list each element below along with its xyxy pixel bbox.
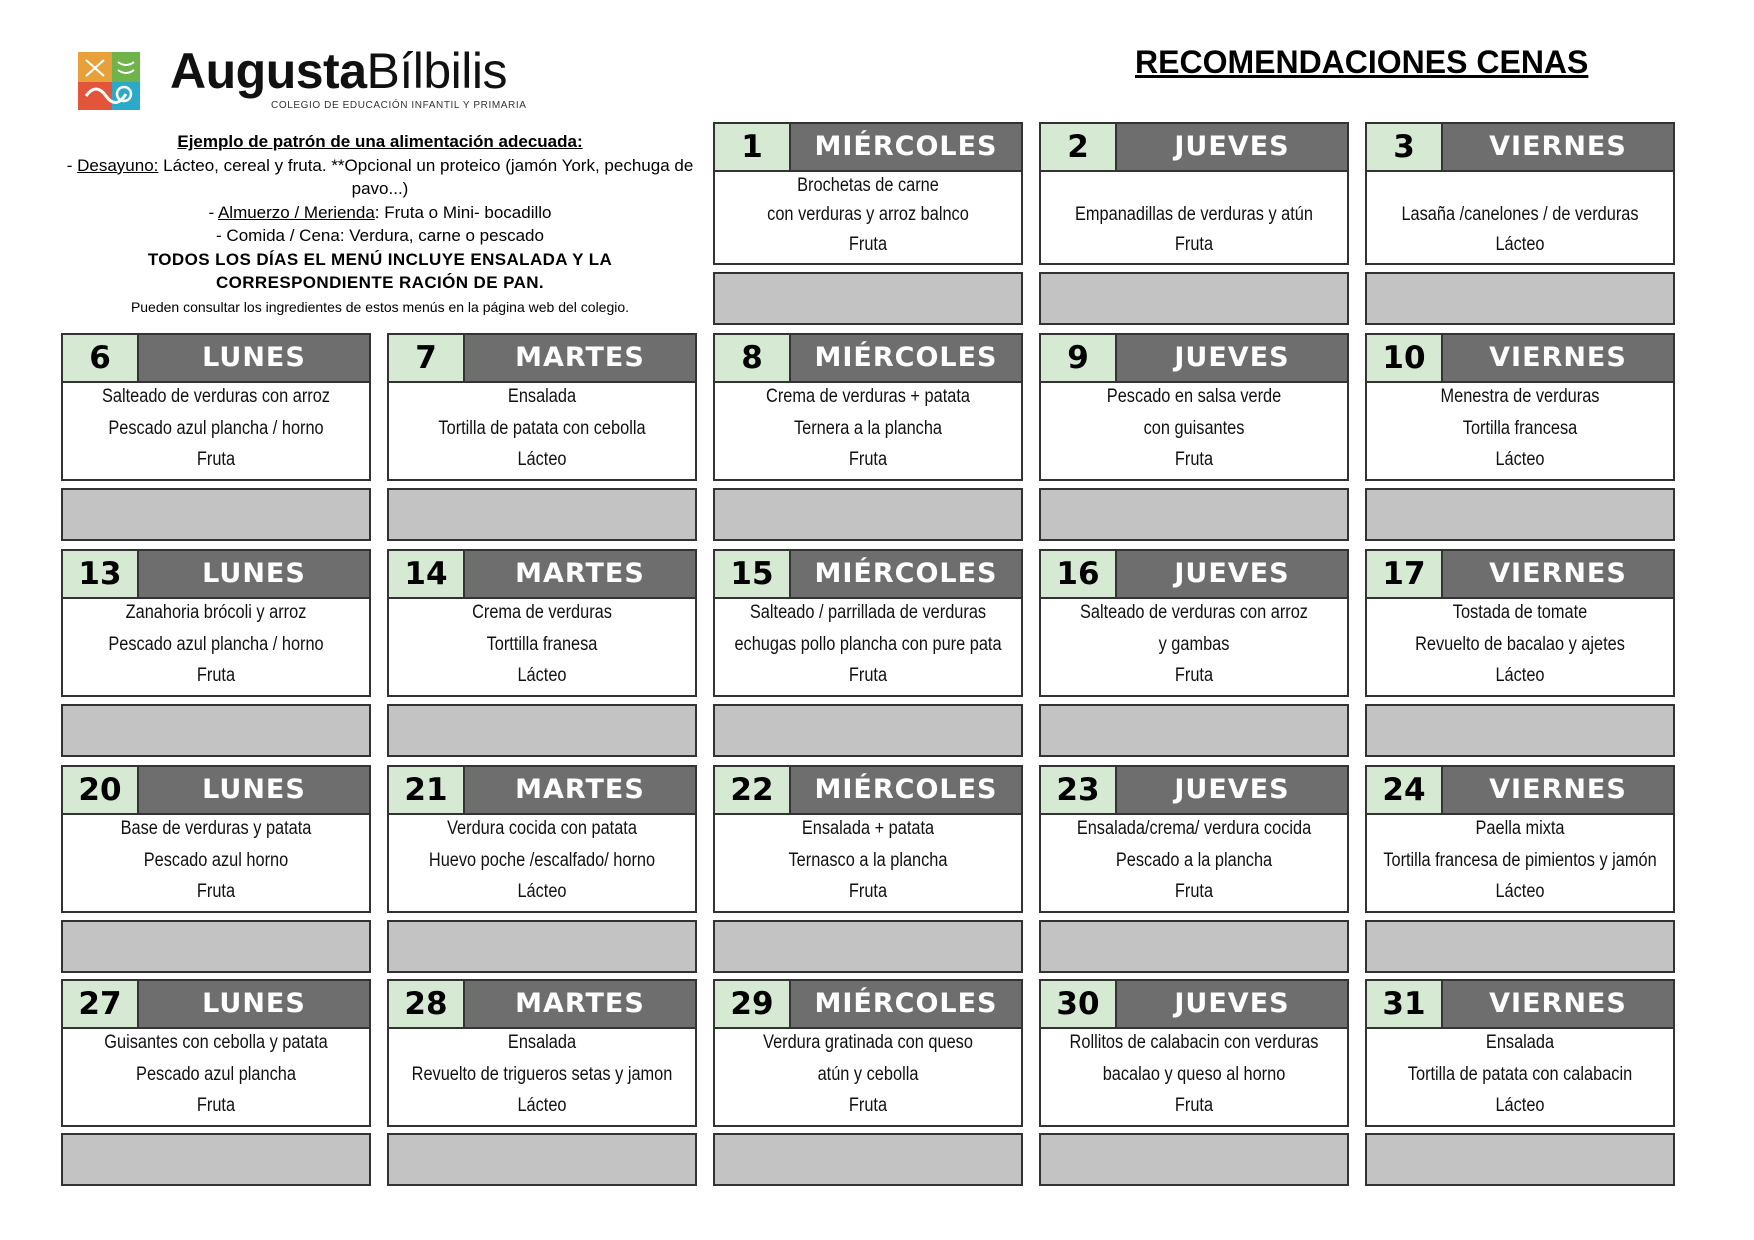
menu-line-3: Fruta (848, 1095, 888, 1116)
note-box (1365, 1133, 1675, 1186)
note-box (1039, 1133, 1349, 1186)
menu-line-2: y gambas (1158, 634, 1230, 655)
day-card-header (715, 981, 1021, 1029)
weekday-label: VIERNES (1443, 767, 1673, 813)
day-menu (389, 383, 695, 479)
day-card (1039, 979, 1349, 1127)
day-card-header (63, 981, 369, 1029)
day-number: 20 (63, 767, 139, 813)
weekday-label: LUNES (139, 767, 369, 813)
note-box (1039, 488, 1349, 541)
menu-line-2: Empanadillas de verduras y atún (1075, 204, 1313, 225)
guidance-dinner: - Comida / Cena: Verdura, carne o pescado (216, 226, 544, 245)
menu-line-1: Menestra de verduras (1440, 386, 1600, 407)
menu-line-3: Lácteo (517, 1095, 567, 1116)
day-card (1365, 549, 1675, 697)
day-card (1365, 979, 1675, 1127)
day-card (713, 765, 1023, 913)
day-number: 24 (1367, 767, 1443, 813)
day-menu (715, 599, 1021, 695)
brand-name-light: Bílbilis (366, 43, 507, 99)
day-card (1039, 333, 1349, 481)
day-number: 15 (715, 551, 791, 597)
day-menu (1367, 599, 1673, 695)
weekday-label: MIÉRCOLES (791, 767, 1021, 813)
diet-guidance (60, 130, 700, 319)
day-menu (1367, 1029, 1673, 1125)
bread-salad-note: TODOS LOS DÍAS EL MENÚ INCLUYE ENSALADA Y LA CORRESPONDIENTE RACIÓN DE PAN. (147, 249, 613, 292)
menu-line-1: Salteado de verduras con arroz (1079, 602, 1308, 623)
day-card-header (715, 124, 1021, 172)
day-menu (1041, 172, 1347, 263)
day-menu (1367, 815, 1673, 911)
day-card-header (389, 981, 695, 1029)
note-box (1365, 272, 1675, 325)
weekday-label: VIERNES (1443, 981, 1673, 1027)
menu-line-2: Pescado azul plancha (136, 1064, 296, 1085)
note-box (61, 920, 371, 973)
day-menu (1367, 383, 1673, 479)
day-card (1365, 765, 1675, 913)
menu-line-2: Ternera a la plancha (793, 418, 943, 439)
note-box (713, 272, 1023, 325)
menu-line-2: Torttilla franesa (486, 634, 598, 655)
weekday-label: LUNES (139, 335, 369, 381)
day-menu (1041, 599, 1347, 695)
day-card-header (389, 767, 695, 815)
menu-line-1: Crema de verduras + patata (766, 386, 970, 407)
day-number: 9 (1041, 335, 1117, 381)
day-card (1039, 122, 1349, 265)
menu-line-2: Pescado a la plancha (1115, 850, 1273, 871)
day-card (1039, 765, 1349, 913)
day-menu (389, 815, 695, 911)
day-card-header (1367, 335, 1673, 383)
day-card-header (63, 767, 369, 815)
day-card-header (63, 335, 369, 383)
day-number: 16 (1041, 551, 1117, 597)
menu-line-1: Ensalada + patata (801, 818, 935, 839)
day-menu (715, 1029, 1021, 1125)
day-card-header (1367, 124, 1673, 172)
weekday-label: JUEVES (1117, 551, 1347, 597)
note-box (1039, 704, 1349, 757)
day-card-header (1041, 981, 1347, 1029)
school-logo (78, 52, 140, 110)
menu-line-2: con verduras y arroz balnco (767, 204, 969, 225)
menu-line-2: Tortilla de patata con cebolla (438, 418, 646, 439)
menu-line-2: con guisantes (1143, 418, 1245, 439)
day-card (713, 549, 1023, 697)
menu-line-3: Fruta (1174, 1095, 1214, 1116)
note-box (61, 1133, 371, 1186)
menu-line-1: Paella mixta (1475, 818, 1565, 839)
day-card-header (1041, 767, 1347, 815)
day-number: 1 (715, 124, 791, 170)
note-box (1365, 920, 1675, 973)
menu-line-2: atún y cebolla (817, 1064, 919, 1085)
weekday-label: MIÉRCOLES (791, 124, 1021, 170)
breakfast-label: Desayuno: (77, 155, 159, 175)
day-menu (715, 383, 1021, 479)
menu-line-2: Revuelto de bacalao y ajetes (1415, 634, 1625, 655)
day-number: 23 (1041, 767, 1117, 813)
menu-line-3: Fruta (196, 1095, 236, 1116)
day-number: 27 (63, 981, 139, 1027)
day-card-header (1367, 551, 1673, 599)
day-menu (1041, 383, 1347, 479)
weekday-label: MARTES (465, 981, 695, 1027)
weekday-label: MARTES (465, 767, 695, 813)
menu-line-1: Base de verduras y patata (120, 818, 312, 839)
day-menu (715, 815, 1021, 911)
menu-line-3: Fruta (1174, 665, 1214, 686)
page-title: RECOMENDACIONES CENAS (1135, 44, 1589, 80)
menu-line-1: Ensalada/crema/ verdura cocida (1076, 818, 1312, 839)
day-number: 10 (1367, 335, 1443, 381)
note-box (1039, 272, 1349, 325)
weekday-label: VIERNES (1443, 335, 1673, 381)
day-card-header (63, 551, 369, 599)
menu-line-1: Ensalada (507, 1032, 577, 1053)
menu-line-3: Fruta (196, 665, 236, 686)
day-number: 3 (1367, 124, 1443, 170)
menu-line-2: Lasaña /canelones / de verduras (1401, 204, 1639, 225)
day-menu (63, 599, 369, 695)
menu-line-1: Tostada de tomate (1452, 602, 1588, 623)
menu-line-1: Ensalada (507, 386, 577, 407)
day-card (1365, 122, 1675, 265)
day-card (1365, 333, 1675, 481)
day-card-header (389, 551, 695, 599)
day-number: 31 (1367, 981, 1443, 1027)
brand-name-bold: Augusta (170, 43, 367, 99)
note-box (387, 920, 697, 973)
day-card (713, 979, 1023, 1127)
menu-line-3: Fruta (848, 234, 888, 255)
menu-line-2: Pescado azul plancha / horno (108, 418, 324, 439)
menu-line-3: Fruta (196, 449, 236, 470)
menu-line-3: Fruta (1174, 881, 1214, 902)
day-card (387, 333, 697, 481)
day-number: 13 (63, 551, 139, 597)
menu-line-2: echugas pollo plancha con pure pata (734, 634, 1002, 655)
weekday-label: MARTES (465, 335, 695, 381)
weekday-label: LUNES (139, 551, 369, 597)
menu-line-3: Lácteo (517, 449, 567, 470)
menu-line-1: Salteado / parrillada de verduras (749, 602, 987, 623)
menu-line-2: Tortilla de patata con calabacin (1407, 1064, 1633, 1085)
note-box (387, 704, 697, 757)
day-number: 22 (715, 767, 791, 813)
menu-line-1: Pescado en salsa verde (1106, 386, 1282, 407)
day-menu (389, 1029, 695, 1125)
menu-line-1: Verdura gratinada con queso (763, 1032, 973, 1053)
menu-line-3: Lácteo (1495, 881, 1545, 902)
day-menu (63, 383, 369, 479)
menu-line-1: Guisantes con cebolla y patata (104, 1032, 328, 1053)
day-card-header (389, 335, 695, 383)
brand-name (170, 42, 507, 100)
note-box (1365, 488, 1675, 541)
snack-label: Almuerzo / Merienda (217, 202, 375, 222)
day-number: 17 (1367, 551, 1443, 597)
menu-line-3: Fruta (848, 881, 888, 902)
menu-line-2: Pescado azul plancha / horno (108, 634, 324, 655)
day-number: 30 (1041, 981, 1117, 1027)
day-number: 28 (389, 981, 465, 1027)
menu-line-3: Fruta (848, 665, 888, 686)
weekday-label: MARTES (465, 551, 695, 597)
weekday-label: JUEVES (1117, 124, 1347, 170)
menu-line-3: Fruta (1174, 234, 1214, 255)
snack-text: : Fruta o Mini- bocadillo (374, 202, 552, 222)
day-menu (389, 599, 695, 695)
note-box (713, 488, 1023, 541)
menu-line-2: Pescado azul horno (143, 850, 289, 871)
day-menu (1367, 172, 1673, 263)
note-box (1365, 704, 1675, 757)
ingredients-note: Pueden consultar los ingredientes de estos menús en la página web del colegio. (130, 298, 630, 315)
day-card-header (1041, 551, 1347, 599)
guidance-heading: Ejemplo de patrón de una alimentación adecuada: (177, 132, 583, 151)
menu-line-1: Zanahoria brócoli y arroz (125, 602, 307, 623)
day-card (61, 549, 371, 697)
day-card (713, 333, 1023, 481)
day-number: 7 (389, 335, 465, 381)
menu-line-2: bacalao y queso al horno (1102, 1064, 1286, 1085)
day-number: 8 (715, 335, 791, 381)
menu-line-1: Ensalada (1485, 1032, 1555, 1053)
day-card (61, 765, 371, 913)
day-number: 29 (715, 981, 791, 1027)
note-box (713, 1133, 1023, 1186)
menu-line-3: Lácteo (517, 881, 567, 902)
weekday-label: MIÉRCOLES (791, 551, 1021, 597)
day-menu (63, 1029, 369, 1125)
day-card-header (1367, 981, 1673, 1029)
weekday-label: VIERNES (1443, 551, 1673, 597)
note-box (713, 704, 1023, 757)
day-card-header (715, 551, 1021, 599)
day-card-header (715, 767, 1021, 815)
day-card-header (715, 335, 1021, 383)
day-menu (1041, 1029, 1347, 1125)
weekday-label: MIÉRCOLES (791, 335, 1021, 381)
day-menu (63, 815, 369, 911)
weekday-label: MIÉRCOLES (791, 981, 1021, 1027)
menu-line-1: Verdura cocida con patata (447, 818, 637, 839)
menu-line-1: Salteado de verduras con arroz (101, 386, 330, 407)
menu-line-2: Ternasco a la plancha (788, 850, 948, 871)
note-box (387, 488, 697, 541)
weekday-label: JUEVES (1117, 335, 1347, 381)
guidance-breakfast: - Desayuno: Lácteo, cereal y fruta. **Opcional un proteico (jamón York, pechuga de pavo...) (66, 155, 694, 198)
day-card (387, 765, 697, 913)
weekday-label: LUNES (139, 981, 369, 1027)
menu-line-3: Fruta (1174, 449, 1214, 470)
menu-line-2: Tortilla francesa (1462, 418, 1578, 439)
menu-line-2: Revuelto de trigueros setas y jamon (411, 1064, 673, 1085)
note-box (387, 1133, 697, 1186)
weekday-label: VIERNES (1443, 124, 1673, 170)
day-card (387, 979, 697, 1127)
note-box (1039, 920, 1349, 973)
menu-line-3: Lácteo (1495, 234, 1545, 255)
note-box (713, 920, 1023, 973)
menu-line-3: Lácteo (1495, 449, 1545, 470)
breakfast-text: Lácteo, cereal y fruta. **Opcional un proteico (jamón York, pechuga de pavo...) (158, 155, 694, 198)
day-number: 21 (389, 767, 465, 813)
day-card (61, 979, 371, 1127)
menu-line-2: Tortilla francesa de pimientos y jamón (1383, 850, 1657, 871)
day-menu (715, 172, 1021, 263)
note-box (61, 488, 371, 541)
menu-line-1: Crema de verduras (472, 602, 612, 623)
day-number: 14 (389, 551, 465, 597)
day-card-header (1041, 335, 1347, 383)
menu-line-3: Lácteo (517, 665, 567, 686)
day-card (713, 122, 1023, 265)
note-box (61, 704, 371, 757)
menu-line-1: Brochetas de carne (797, 175, 939, 196)
day-number: 6 (63, 335, 139, 381)
day-card (387, 549, 697, 697)
menu-line-3: Fruta (196, 881, 236, 902)
menu-line-1: Rollitos de calabacin con verduras (1069, 1032, 1319, 1053)
menu-line-2: Huevo poche /escalfado/ horno (428, 850, 656, 871)
brand-subtitle: COLEGIO DE EDUCACIÓN INFANTIL Y PRIMARIA (271, 100, 527, 111)
weekday-label: JUEVES (1117, 981, 1347, 1027)
day-card-header (1041, 124, 1347, 172)
menu-line-3: Lácteo (1495, 665, 1545, 686)
menu-line-3: Fruta (848, 449, 888, 470)
day-card (61, 333, 371, 481)
guidance-snack: - Almuerzo / Merienda: Fruta o Mini- bocadillo (208, 202, 552, 222)
day-menu (1041, 815, 1347, 911)
day-card (1039, 549, 1349, 697)
day-number: 2 (1041, 124, 1117, 170)
weekday-label: JUEVES (1117, 767, 1347, 813)
day-card-header (1367, 767, 1673, 815)
menu-line-3: Lácteo (1495, 1095, 1545, 1116)
